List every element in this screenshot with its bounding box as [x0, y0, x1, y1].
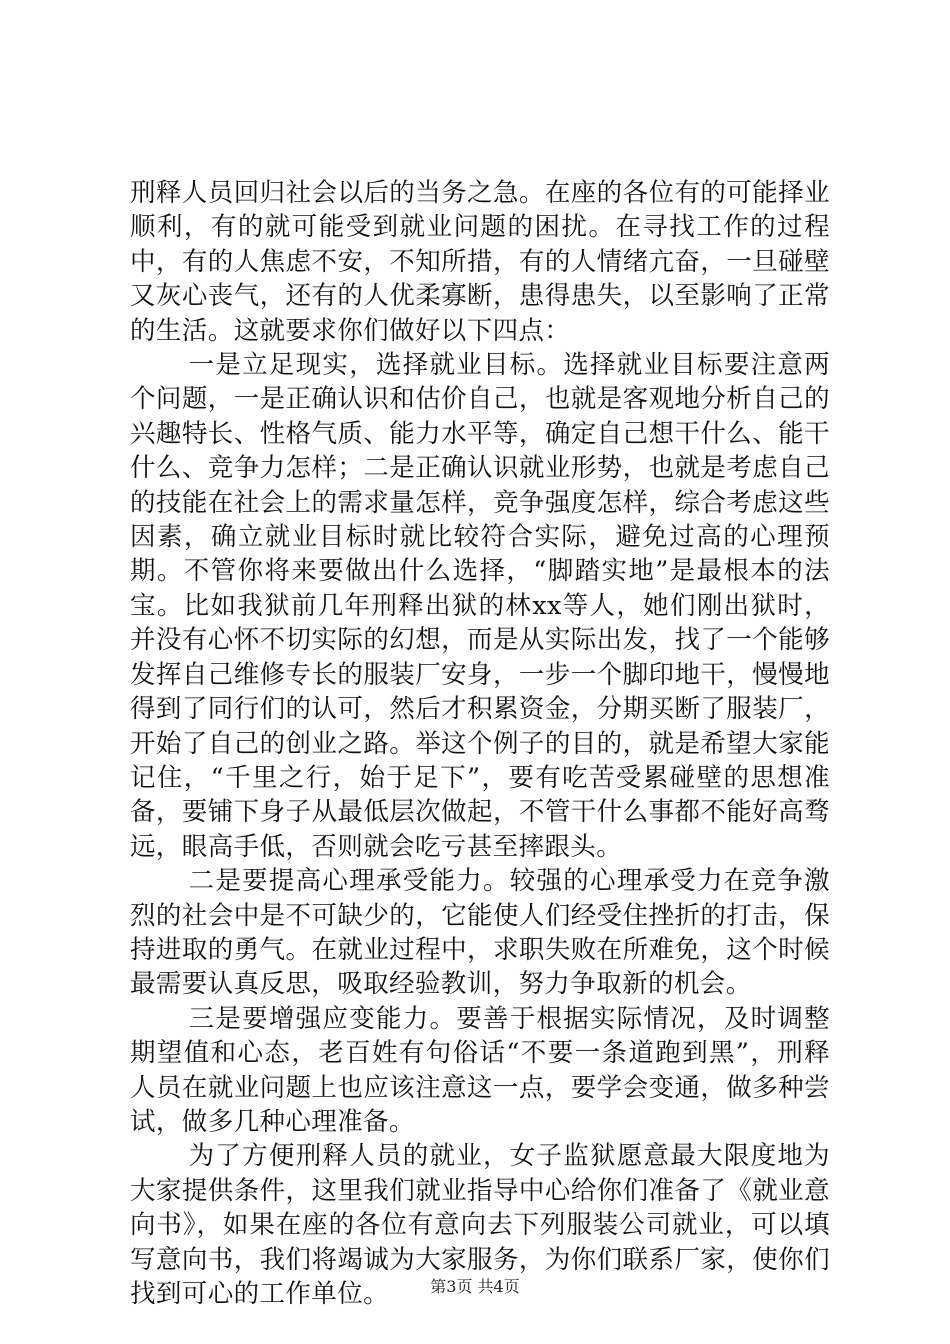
paragraph-point-one: 一是立足现实，选择就业目标。选择就业目标要注意两个问题，一是正确认识和估价自己，也就是客观地分析自己的兴趣特长、性格气质、能力水平等，确定自己想干什么、能干什么、竞争力怎样；二是正确认识就业形势，也就是考虑自己的技能在社会上的需求量怎样，竞争强度怎样，综合考虑这些因素，确立就业目标时就比较符合实际，避免过高的心理预期。不管你将来要做出什么选择，“脚踏实地”是最根本的法宝。比如我狱前几年刑释出狱的林xx等人，她们刚出狱时，并没有心怀不切实际的幻想，而是从实际出发，找了一个能够发挥自己维修专长的服装厂安身，一步一个脚印地干，慢慢地得到了同行们的认可，然后才积累资金，分期买断了服装厂，开始了自己的创业之路。举这个例子的目的，就是希望大家能记住，“千里之行，始于足下”，要有吃苦受累碰壁的思想准备，要铺下身子从最低层次做起，不管干什么事都不能好高骛远，眼高手低，否则就会吃亏甚至摔跟头。 — [130, 350, 830, 862]
paragraph-intro: 刑释人员回归社会以后的当务之急。在座的各位有的可能择业顺利，有的就可能受到就业问题的困扰。在寻找工作的过程中，有的人焦虑不安，不知所措，有的人情绪亢奋，一旦碰壁又灰心丧气，还有的人优柔寡断，患得患失，以至影响了正常的生活。这就要求你们做好以下四点： — [130, 178, 830, 346]
paragraph-point-three: 三是要增强应变能力。要善于根据实际情况，及时调整期望值和心态，老百姓有句俗话“不要一条道跑到黑”，刑释人员在就业问题上也应该注意这一点，要学会变通，做多种尝试，做多几种心理准备。 — [130, 1003, 830, 1137]
page-number-footer: 第3页 共4页 — [430, 1277, 520, 1296]
document-body — [130, 176, 830, 1311]
paragraph-point-two: 二是要提高心理承受能力。较强的心理承受力在竞争激烈的社会中是不可缺少的，它能使人们经受住挫折的打击，保持进取的勇气。在就业过程中，求职失败在所难免，这个时候最需要认真反思，吸取经验教训，努力争取新的机会。 — [130, 866, 830, 1000]
paragraph-closing: 为了方便刑释人员的就业，女子监狱愿意最大限度地为大家提供条件，这里我们就业指导中心给你们准备了《就业意向书》，如果在座的各位有意向去下列服装公司就业，可以填写意向书，我们将竭诚为大家服务，为你们联系厂家，使你们找到可心的工作单位。 — [130, 1141, 830, 1309]
